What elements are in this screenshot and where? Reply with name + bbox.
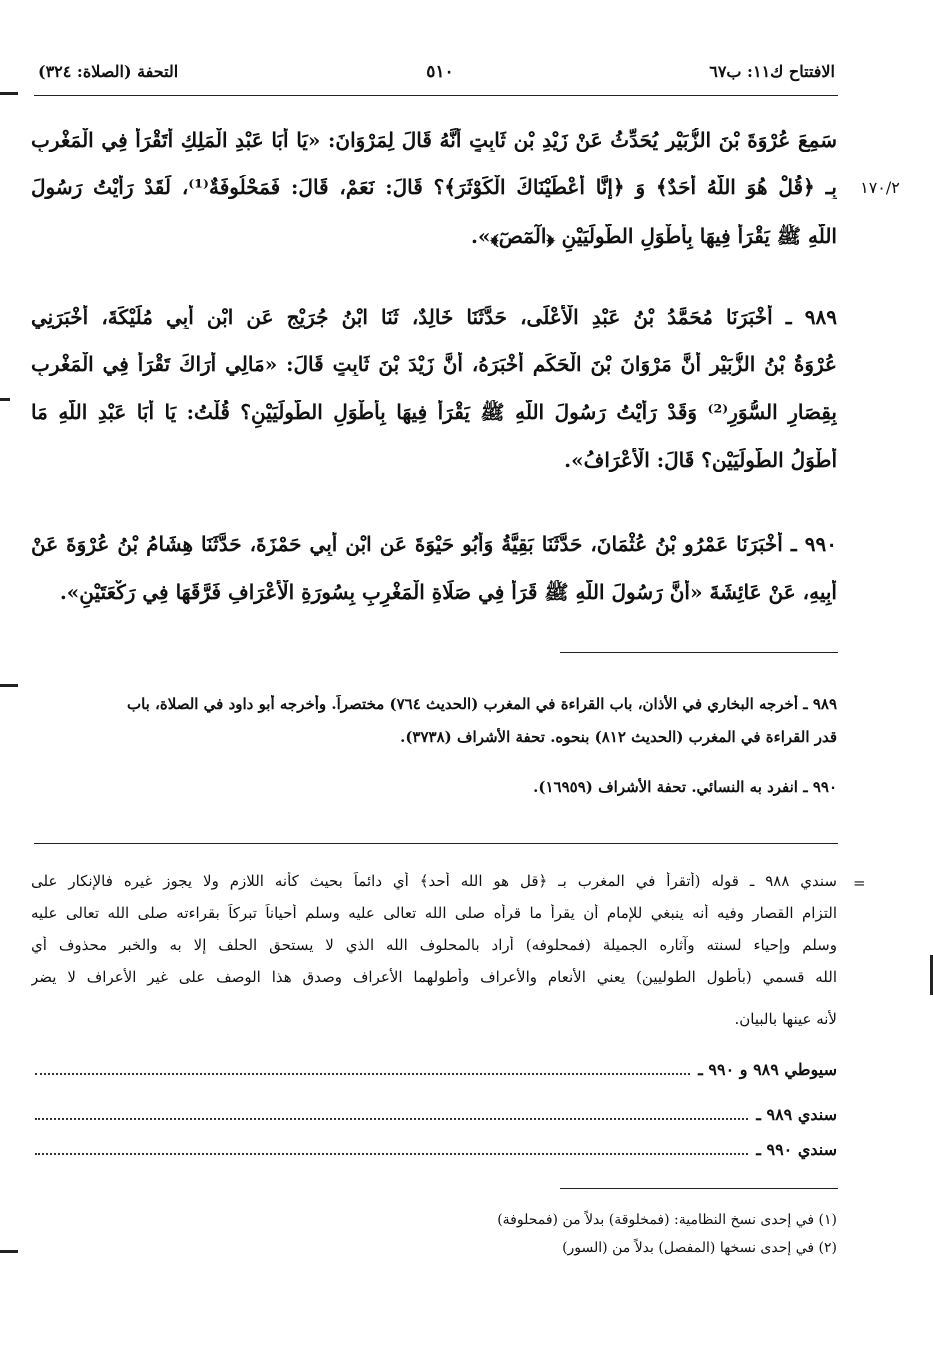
footnote-separator (560, 1188, 838, 1189)
ref-row-sindi-989 (31, 1103, 837, 1125)
ref-label: سندي ٩٨٩ ـ (756, 1104, 837, 1124)
commentary-line: لأنه عينها بالبيان. (734, 1010, 837, 1028)
text-line: بِقِصَارِ السُّوَرِ⁽²⁾ وَقَدْ رَأَيْتُ رَسُولَ اللَّهِ ﷺ يَقْرَأُ فِيهَا بِأَطْوَلِ الطُّولَيَيْنِ؟ قُلْتُ: يَا أَبَا عَبْدِ اللَّهِ مَا (31, 400, 837, 424)
text-line: عُرْوَةُ بْنُ الزُّبَيْرِ أَنَّ مَرْوَانَ بْنَ الْحَكَمِ أَخْبَرَهُ، أَنَّ زَيْدَ بْنَ ثَابِتٍ قَالَ: «مَالِي أَرَاكَ تَقْرَأُ فِي الْمَغْرِبِ (31, 352, 837, 376)
takhrij-line: ٩٨٩ ـ أخرجه البخاري في الأذان، باب القراءة في المغرب (الحديث ٧٦٤) مختصراً. وأخرجه أبو داود في الصلاة، باب (126, 695, 837, 713)
commentary-line: التزام القصار وفيه أنه ينبغي للإمام أن يقرأ ما قرأه صلى الله تعالى عليه وسلم أحياناً تبركاً بقراءته صلى الله تعالى عليه (31, 904, 837, 922)
footnote-2: (٢) في إحدى نسخها (المفصل) بدلاً من (السور) (562, 1240, 837, 1256)
takhrij-line: قدر القراءة في المغرب (الحديث ٨١٢) بنحوه. تحفة الأشراف (٣٧٣٨). (400, 728, 837, 746)
dotted-leader (35, 1143, 748, 1155)
commentary-rule (34, 843, 838, 844)
text-line: أَبِيهِ، عَنْ عَائِشَةَ «أَنَّ رَسُولَ اللَّهِ ﷺ قَرَأَ فِي صَلَاةِ الْمَغْرِبِ بِسُورَةِ الْأَعْرَافِ فَرَّقَهَا فِي رَكْعَتَيْنِ». (59, 580, 837, 604)
text-line: بِـ ﴿قُلْ هُوَ اللَّهُ أَحَدٌ﴾ وَ ﴿إِنَّا أَعْطَيْنَاكَ الْكَوْثَرَ﴾؟ قَالَ: نَعَمْ، قَالَ: فَمَحْلُوفَةٌ⁽¹⁾، لَقَدْ رَأَيْتُ رَسُولَ (31, 175, 837, 199)
ref-row-sindi-990 (31, 1138, 837, 1160)
scan-mark (0, 398, 10, 401)
scan-mark (0, 684, 18, 687)
commentary-line: سندي ٩٨٨ ـ قوله (أتقرأ في المغرب بـ ﴿قل هو الله أحد﴾ أي دائماً بحيث كأنه اللازم ولا يجوز غيره فالإنكار على (31, 872, 837, 890)
scan-mark (0, 92, 18, 95)
text-line: أَطْوَلُ الطُّولَيَيْنِ؟ قَالَ: الْأَعْرَافُ». (564, 448, 837, 472)
page-number: ٥١٠ (426, 62, 454, 82)
text-line: اللَّهِ ﷺ يَقْرَأُ فِيهَا بِأَطْوَلِ الطُّولَيَيْنِ ﴿الٓمٓصٓ﴾». (471, 224, 837, 248)
ref-row-suyuti (31, 1058, 837, 1080)
text-line: ٩٩٠ ـ أَخْبَرَنَا عَمْرُو بْنُ عُثْمَانَ، حَدَّثَنَا بَقِيَّةُ وَأَبُو حَيْوَةَ عَنِ ابْنِ أَبِي حَمْزَةَ، حَدَّثَنَا هِشَامُ بْنُ عُرْوَةَ عَنْ (31, 532, 837, 556)
scan-mark (0, 1250, 18, 1253)
dotted-leader (35, 1063, 690, 1075)
commentary-line: الله قسمي (بأطول الطوليين) يعني الأنعام والأعراف وأطولهما الأعراف وصدق هذا الوصف على غير الأعراف لا يضر (31, 968, 837, 986)
margin-reference: ١٧٠/٢ (860, 178, 900, 197)
header-tuhfa-ref: التحفة (الصلاة: ٣٢٤) (38, 62, 179, 81)
commentary-line: وسلم وإحياء لسنته وآثاره الجميلة (فمحلوفه) أراد بالمحلوف الله الذي لا يستحق الحلف إلا به والخبر محذوف أي (31, 936, 837, 954)
continuation-marker: = (853, 874, 866, 892)
header-chapter-ref: الافتتاح ك١١: ب٦٧ (709, 62, 835, 81)
dotted-leader (35, 1108, 748, 1120)
text-line: ٩٨٩ ـ أَخْبَرَنَا مُحَمَّدُ بْنُ عَبْدِ الْأَعْلَى، حَدَّثَنَا خَالِدٌ، ثَنَا ابْنُ جُرَيْجٍ عَنِ ابْنِ أَبِي مُلَيْكَةَ، أَخْبَرَنِي (31, 305, 837, 329)
text-line: سَمِعَ عُرْوَةَ بْنَ الزُّبَيْرِ يُحَدِّثُ عَنْ زَيْدِ بْنِ ثَابِتٍ أَنَّهُ قَالَ لِمَرْوَانَ: «يَا أَبَا عَبْدِ الْمَلِكِ أَتَقْرَأُ فِي الْمَغْرِبِ (31, 128, 837, 152)
section-separator (560, 652, 838, 653)
ref-label: سندي ٩٩٠ ـ (756, 1139, 837, 1159)
takhrij-line: ٩٩٠ ـ انفرد به النسائي. تحفة الأشراف (١٦٩٥٩). (533, 778, 837, 796)
footnote-1: (١) في إحدى نسخ النظامية: (فمخلوقة) بدلاً من (فمحلوفة) (497, 1212, 837, 1228)
header-rule (34, 95, 838, 96)
ref-label: سيوطي ٩٨٩ و ٩٩٠ ـ (698, 1059, 837, 1079)
